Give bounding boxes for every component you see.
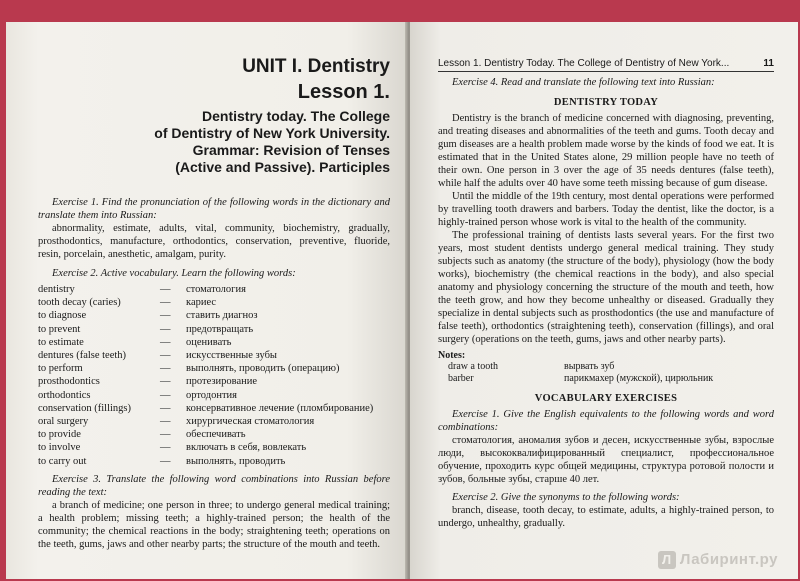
note-en: draw a tooth — [448, 361, 498, 372]
vocab-en: to provide — [38, 429, 81, 441]
vocab-en: to prevent — [38, 323, 81, 335]
page-number: 11 — [763, 58, 774, 69]
note-row — [438, 361, 713, 373]
vocab-exercise1-instruction: Exercise 1. Give the English equivalents to the following words and word combinations: — [438, 409, 774, 433]
vocab-row — [38, 389, 373, 402]
vocab-dash: — — [160, 350, 171, 362]
notes-table — [438, 361, 713, 385]
vocab-en: prosthodontics — [38, 376, 100, 388]
vocab-exercises-title: VOCABULARY EXERCISES — [534, 393, 678, 404]
subtitle-line: Dentistry today. The College — [202, 108, 390, 124]
exercise1-words: abnormality, estimate, adults, vital, community, biochemistry, gradually, prosthodontics, manufacture, orthodontics, conservation, preventive, fluoride, resin, porcelain, anesthetic, amalgam, purity. — [38, 223, 390, 260]
vocab-row — [38, 323, 373, 336]
vocab-dash: — — [160, 442, 171, 454]
vocab-ru: предотвращать — [186, 323, 254, 335]
book-spread — [6, 22, 798, 579]
vocab-dash: — — [160, 336, 171, 348]
vocab-dash: — — [160, 416, 171, 428]
vocab-en: to carry out — [38, 455, 87, 467]
text-title: DENTISTRY TODAY — [553, 97, 659, 108]
vocab-en: orthodontics — [38, 389, 91, 401]
vocab-row — [38, 362, 373, 375]
vocab-en: to involve — [38, 442, 81, 454]
exercise4-instruction: Exercise 4. Read and translate the following text into Russian: — [452, 77, 715, 88]
text-paragraph: The professional training of dentists lasts several years. For the first two years, most student dentists undergo general medical training. They study subjects such as anatomy (the structure of the body), physiology (how the body works), biochemistry (the chemical reactions in the body), and also special anatomy and physiology concerning the structure of the mouth and teeth, how the teeth grow, and how they become unhealthy or diseased. Gradually they specialize in dental subjects such as prosthodontics (the use and manufacture of false teeth), orthodontics (straightening teeth), conservation (fillings), and oral surgery (operations on the teeth, gums, jaws and other nearby parts). — [438, 230, 774, 345]
note-ru: парикмахер (мужской), цирюльник — [564, 373, 714, 384]
exercise3-instruction: Exercise 3. Translate the following word combinations into Russian before reading the text: — [38, 473, 390, 498]
vocab-ru: обеспечивать — [186, 429, 246, 441]
vocab-ru: выполнять, проводить — [186, 455, 286, 467]
lesson-subtitle — [38, 108, 390, 176]
vocabulary-table — [38, 283, 373, 468]
exercise1-instruction: Exercise 1. Find the pronunciation of the following words in the dictionary and translate them into Russian: — [38, 197, 390, 221]
vocab-ru: ставить диагноз — [186, 310, 258, 322]
lesson-title: Lesson 1. — [297, 81, 390, 103]
note-ru: вырвать зуб — [564, 361, 615, 372]
note-en: barber — [448, 373, 474, 384]
vocab-en: to estimate — [38, 336, 84, 348]
unit-title: UNIT I. Dentistry — [242, 56, 390, 77]
watermark-text: Лабиринт.ру — [679, 551, 778, 568]
vocab-row — [38, 336, 373, 349]
vocab-ru: хирургическая стоматология — [186, 416, 315, 428]
vocab-en: to diagnose — [38, 310, 87, 322]
vocab-ru: консервативное лечение (пломбирование) — [186, 402, 374, 414]
running-header-title: Lesson 1. Dentistry Today. The College of Dentistry of New York... — [438, 58, 730, 69]
vocab-row — [38, 415, 373, 428]
vocab-dash: — — [160, 429, 171, 441]
vocab-ru: оценивать — [186, 336, 232, 348]
vocab-exercise1-text: стоматология, аномалия зубов и десен, искусственные зубы, взрослые люди, высококвалифицированный специалист, профессиональное обучение, проходить курс общей медицины, структура ротовой полости и зубов, больные зубы, старше 40 лет. — [438, 435, 774, 485]
exercise2-instruction: Exercise 2. Active vocabulary. Learn the following words: — [52, 268, 296, 279]
vocab-dash: — — [160, 389, 171, 401]
vocab-row — [38, 375, 373, 388]
right-page — [410, 22, 798, 579]
vocab-exercise2-text: branch, disease, tooth decay, to estimate, adults, a highly-trained person, to undergo, unhealthy, gradually. — [438, 505, 774, 529]
vocab-ru: включать в себя, вовлекать — [186, 442, 307, 454]
vocab-row — [38, 283, 373, 296]
vocab-exercise2-instruction: Exercise 2. Give the synonyms to the following words: — [452, 492, 680, 503]
notes-title: Notes: — [438, 350, 466, 361]
vocab-dash: — — [160, 376, 171, 388]
vocab-dash: — — [160, 284, 171, 295]
vocab-row — [38, 309, 373, 322]
left-page — [6, 22, 408, 579]
vocab-dash: — — [160, 363, 171, 375]
vocab-row — [38, 455, 373, 468]
vocab-en: to perform — [38, 363, 83, 375]
text-paragraph: Dentistry is the branch of medicine concerned with diagnosing, preventing, and treating diseases and abnormalities of the teeth and gums. Tooth decay and gum diseases are a health problem made worse by the kinds of food we eat. It is estimated that in the United States alone, 29 million people have no teeth of their own. One person in 3 over the age of 35 needs dentures (false teeth), while half the adults over 40 have some teeth missing because of gum disease. — [438, 113, 774, 189]
vocab-row — [38, 349, 373, 362]
vocab-ru: кариес — [186, 297, 217, 309]
vocab-dash: — — [160, 323, 171, 335]
exercise3-text: a branch of medicine; one person in three; to undergo general medical training; a health problem; missing teeth; a highly-trained person; the health of the community; the chemical reactions in the body; straightening teeth; operations on the teeth, gums, jaws and other nearby parts; the structure of the mouth and teeth. — [38, 499, 390, 550]
vocab-dash: — — [160, 455, 171, 467]
vocab-row — [38, 428, 373, 441]
note-row — [438, 373, 713, 385]
vocab-ru: выполнять, проводить (операцию) — [186, 363, 340, 375]
vocab-en: tooth decay (caries) — [38, 297, 121, 309]
subtitle-line: (Active and Passive). Participles — [175, 159, 390, 175]
subtitle-line: Grammar: Revision of Tenses — [192, 142, 390, 158]
vocab-en: dentures (false teeth) — [38, 350, 127, 362]
subtitle-line: of Dentistry of New York University. — [154, 125, 390, 141]
vocab-ru: ортодонтия — [186, 389, 238, 401]
vocab-row — [38, 402, 373, 415]
watermark — [658, 551, 778, 569]
vocab-ru: протезирование — [186, 376, 258, 388]
vocab-ru: искусственные зубы — [186, 350, 277, 362]
vocab-row — [38, 296, 373, 309]
vocab-dash: — — [160, 297, 171, 309]
vocab-en: conservation (fillings) — [38, 402, 132, 414]
vocab-ru: стоматология — [186, 284, 246, 295]
running-header — [438, 58, 774, 72]
vocab-en: oral surgery — [38, 416, 89, 428]
text-paragraph: Until the middle of the 19th century, most dental operations were performed by travelling tooth drawers and barbers. Today the dentist, like the doctor, is a highly-trained person whose work is vital to the health of the community. — [438, 191, 774, 228]
watermark-logo-icon: Л — [658, 551, 676, 569]
vocab-row — [38, 441, 373, 454]
vocab-en: dentistry — [38, 284, 75, 295]
vocab-dash: — — [160, 402, 171, 414]
vocab-dash: — — [160, 310, 171, 322]
